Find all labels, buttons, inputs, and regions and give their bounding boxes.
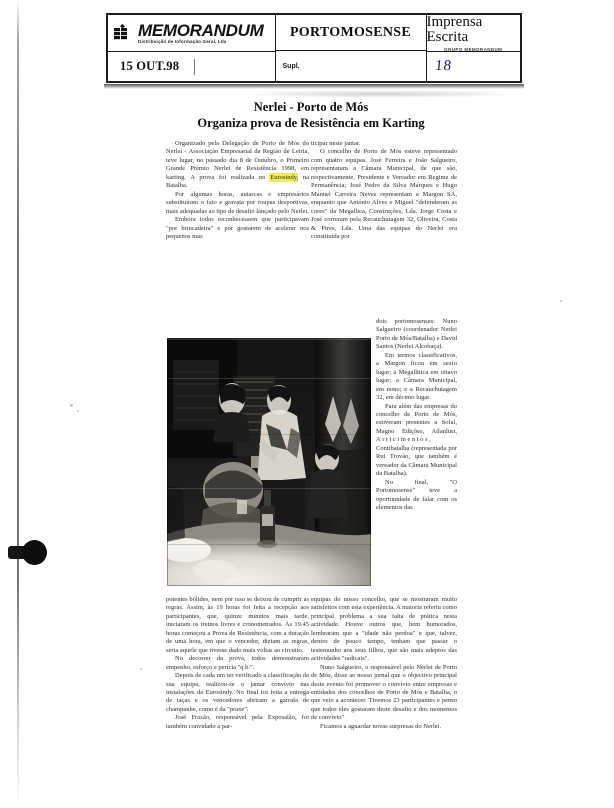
page-number-field: [427, 51, 521, 81]
publication-name-value: PORTOMOSENSE: [289, 24, 412, 40]
paragraph: potentes bólides, nem por isso se deixou de cumprir as regras. Assim, às 19 horas foi feita a recepção aos participantes, que, quinze minutos mais tarde, iniciaram os treinos livres e cronometrados. Às 19.45 horas começou a Prova de Resistência, com a duração de uma hora, em que o vencedor, diziam as regras, seria aquele que tivesse dado mais voltas ao circuito.: [166, 596, 309, 654]
article-right-column-bottom: [311, 596, 457, 731]
paragraph: Por algumas horas, autarcas e empresários substituíram o fato e gravata por roupas desportivas, mais adequadas ao tipo de desafio lançado pelo Nerlei.: [166, 190, 309, 215]
scan-header-smudge: [240, 90, 520, 98]
stamp-date-value: 15 OUT.98: [120, 59, 180, 73]
paragraph: Embora todos reconhecessem que participavam "por brincadeira" e por gostarem de acelerar nos pequenos mas: [166, 216, 309, 240]
paragraph-text-b: , Contibatalha (representada por Rui Trovão, que também é vereador da Câmara Municipal da Batalha).: [376, 436, 457, 478]
stamp-middle-section: [275, 15, 427, 81]
headline-line-1: Nerlei - Porto de Mós: [253, 100, 369, 114]
memorandum-logo: [108, 15, 276, 51]
highlighted-term: Eurosindy: [270, 173, 297, 181]
paragraph: No final, "O Portomosense" teve a oportunidade de falar com os elementos das: [376, 478, 457, 511]
memorandum-logo-subtitle: Distribuição de Informação Geral, Lda: [138, 38, 227, 44]
paragraph: Nuno Salgueiro, o responsável pelo Nerlei de Porto de Mós, disse ao nosso jornal que o objectivo principal deste evento foi promover o convívio entre empresas e entidades dos concelhos de Porto de Mós e Batalha, o que veio a acontecer. Tivemos 23 participantes e penso que todos eles gostaram deste desafio e dos momentos de convívio": [311, 663, 457, 722]
scan-speck: [77, 410, 79, 412]
article-headline: [165, 100, 457, 131]
scan-edge-shadow: [17, 0, 19, 808]
scan-binder-artifact: [8, 540, 48, 566]
paragraph: dois portomosenses: Nuno Salgueiro (coordenador Nerlei Porto de Mós/Batalha) e David Santos (Nerlei Alcobaça).: [376, 318, 457, 351]
press-clipping-stamp: [106, 13, 522, 83]
article-left-column-top: [166, 140, 309, 241]
article-right-column-top: [311, 140, 457, 241]
stamp-date-field: [108, 51, 276, 81]
scan-speck: [560, 300, 562, 302]
article-right-column-middle: [376, 318, 457, 512]
scan-speck: [140, 668, 142, 670]
stamp-date-tick: [194, 59, 195, 75]
publication-name-field: [276, 15, 426, 51]
paragraph: O concelho de Porto de Mós esteve representado com quatro equipas. José Ferreira e João Salgueiro, representaram a Câmara Municipal, de que são, respectivamente, Presidente e Vereador em Regime de Permanência; José Pedro da Silva Marques e Hugo Manuel Carreira Neves representam a Margon SA, enquanto que António Alves e Miguel "defenderam as cores" da Megallica, Construções, Lda. Jorge Costa e José correram pela Recauchutagem 32, Oliveira, Costa & Pires, Lda. Uma das equipas do Nerlei era constituída por: [311, 148, 457, 240]
paragraph-text-b: , na Batalha.: [166, 173, 309, 190]
page-number-handwritten: 18: [433, 58, 453, 74]
paragraph-text-a: Para além das empresas do concelho de Porto de Mós, estiveram presentes a Sofal, Magno Edições, Atlanlusi,: [376, 402, 457, 435]
brand-name: Imprensa Escrita: [426, 13, 483, 45]
scan-header-shadow: [104, 84, 524, 89]
paragraph: Ficamos a aguardar novas surpresas do Nerlei.: [320, 722, 442, 730]
paragraph-text-a: Organizado pela Delegação de Porto de Mós do Nerlei - Associação Empresarial da Região de Leiria, teve lugar, no passado dia 8 de Outubro, o Primeiro Grande Prémio Nerlei de Resistência 1998, em karting. A prova foi realizada no: [166, 140, 309, 181]
paragraph: ticipar neste jantar.: [311, 140, 361, 147]
paragraph: Depois de cada um ter verificado a classificação da sua equipa, realizou-se o jantar convívio nas instalações da Eurosindy. No final foi feita a entrega de taças e os vencedores abriram a garrafa de champanhe, como é da "praxe".: [166, 672, 309, 713]
paragraph: Em termos classificativos, a Margon ficou em sexto lugar; a Megallitica em oitavo lugar; a Câmara Municipal, em nono; e a Recauchutagem 32, em décimo lugar.: [376, 351, 457, 402]
supplement-field: [276, 51, 426, 81]
supplement-label: Supl.: [282, 62, 300, 70]
scan-speck: [70, 404, 73, 407]
brand-block: [427, 15, 521, 51]
photo-banquet-scene: [167, 338, 371, 586]
memorandum-logo-icon: [114, 24, 134, 43]
memorandum-logo-text: MEMORANDUM: [138, 20, 264, 40]
stamp-right-section: [427, 15, 521, 81]
spaced-company-name: Articimentos: [376, 436, 430, 444]
article-photo: [167, 338, 371, 586]
headline-line-2: Organiza prova de Resistência em Karting: [197, 115, 425, 130]
paragraph: No decorrer da prova, todos demonstraram empenho, esforço e perícia "q.b.".: [166, 655, 309, 671]
paragraph: José Frazão, responsável pela Exposalão, foi também convidado a par-: [166, 714, 309, 730]
paragraph: [166, 140, 309, 191]
brand-subtitle: GRUPO MEMORANDUM: [444, 46, 503, 52]
stamp-left-section: [108, 15, 276, 81]
article-left-column-bottom: [166, 596, 309, 731]
paragraph: [376, 403, 457, 479]
paragraph: equipas do nosso concelho, que se mostraram muito satisfeitos com esta experiência. A maioria referiu como principal problema a sua falta de prática nesta actividade. Houve outros que, bem humorados, lembraram que a "idade não perdoa" e que, talvez, dentro de pouco tempo, tenham que passar o testemunho aos seus filhos, que são mais adeptos das actividades "radicais".: [311, 596, 457, 663]
